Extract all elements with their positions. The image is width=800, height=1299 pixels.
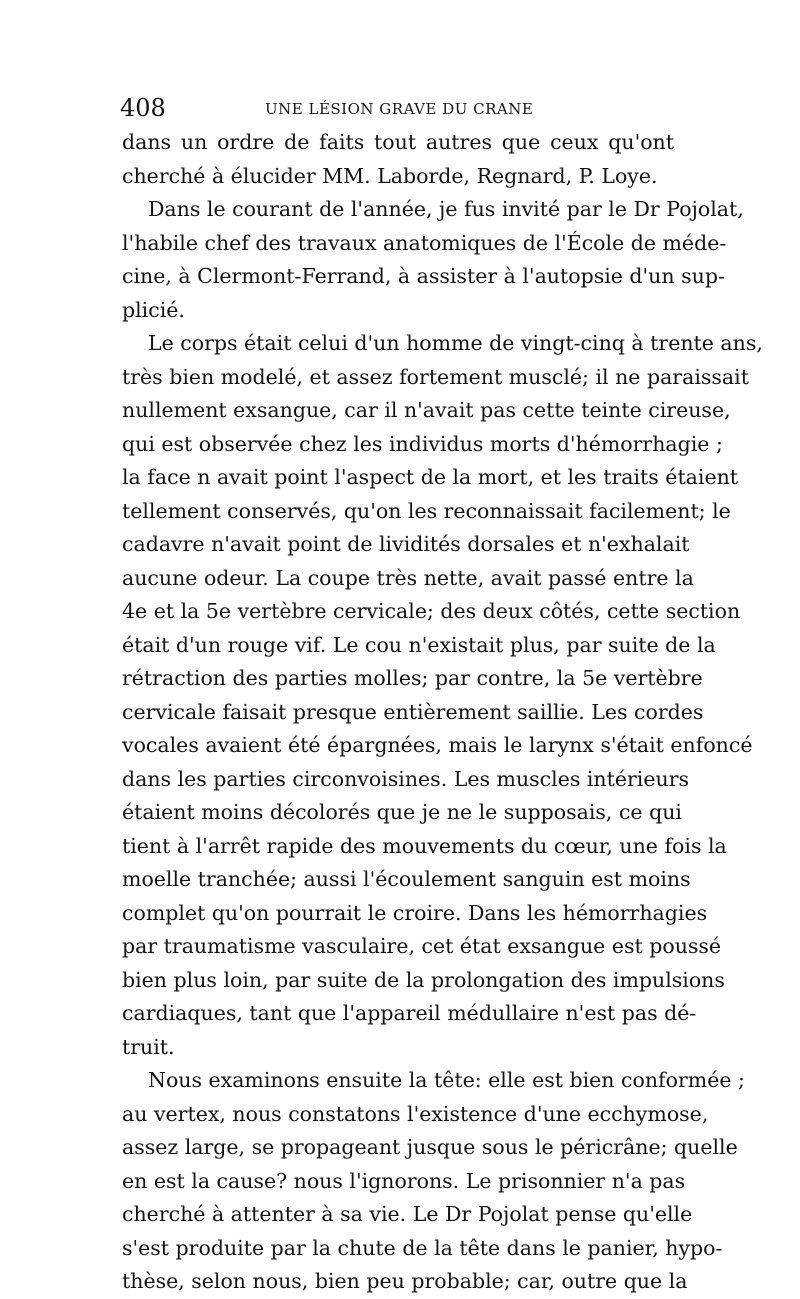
text-line: s'est produite par la chute de la tête dans le panier, hypo-: [122, 1235, 723, 1260]
text-line: qui est observée chez les individus morts d'hémorrhagie ;: [122, 431, 723, 456]
text-line: cine, à Clermont-Ferrand, à assister à l'autopsie d'un sup-: [122, 264, 725, 288]
text-line: cherché à attenter à sa vie. Le Dr Pojolat pense qu'elle: [122, 1202, 693, 1226]
text-line: en est la cause? nous l'ignorons. Le prisonnier n'a pas: [122, 1168, 686, 1193]
running-title: UNE LÉSION GRAVE DU CRANE: [265, 100, 534, 118]
text-line: nullement exsangue, car il n'avait pas cette teinte cireuse,: [122, 398, 731, 422]
text-line: dans un ordre de faits tout autres que ceux qu'ont: [122, 130, 674, 154]
text-line: assez large, se propageant jusque sous le péricrâne; quelle: [122, 1135, 738, 1159]
text-line: cervicale faisait presque entièrement saillie. Les cordes: [122, 699, 704, 724]
text-line: Le corps était celui d'un homme de vingt-cinq à trente ans,: [148, 331, 763, 355]
text-line: bien plus loin, par suite de la prolongation des impulsions: [122, 967, 725, 992]
text-line: dans les parties circonvoisines. Les muscles intérieurs: [122, 766, 690, 791]
text-line: Dans le courant de l'année, je fus invité par le Dr Pojolat,: [148, 197, 744, 221]
text-line: moelle tranchée; aussi l'écoulement sanguin est moins: [122, 867, 691, 891]
text-line: plicié.: [122, 297, 185, 322]
text-line: tellement conservés, qu'on les reconnaissait facilement; le: [122, 498, 731, 523]
body-text: [122, 126, 763, 1299]
text-line: rétraction des parties molles; par contre, la 5e vertèbre: [122, 666, 703, 690]
text-line: truit.: [122, 1034, 175, 1059]
page-header: [120, 94, 676, 122]
text-line: aucune odeur. La coupe très nette, avait passé entre la: [122, 565, 694, 590]
text-line: vocales avaient été épargnées, mais le larynx s'était enfoncé: [122, 733, 753, 757]
paragraph: [122, 327, 763, 1064]
paragraph: [122, 126, 674, 193]
page-number: 408: [120, 94, 166, 122]
text-line: 4e et la 5e vertèbre cervicale; des deux côtés, cette section: [122, 599, 741, 623]
text-line: était d'un rouge vif. Le cou n'existait plus, par suite de la: [122, 632, 716, 657]
text-line: étaient moins décolorés que je ne le supposais, ce qui: [122, 800, 682, 824]
text-line: thèse, selon nous, bien peu probable; car, outre que la: [122, 1269, 688, 1293]
text-line: cardiaques, tant que l'appareil médullaire n'est pas dé-: [122, 1001, 697, 1025]
text-line: l'habile chef des travaux anatomiques de l'École de méde-: [122, 230, 727, 255]
text-line: par traumatisme vasculaire, cet état exsangue est poussé: [122, 934, 722, 958]
text-line: tient à l'arrêt rapide des mouvements du cœur, une fois la: [122, 833, 727, 858]
text-line: cadavre n'avait point de lividités dorsales et n'exhalait: [122, 532, 690, 556]
text-line: cherché à élucider MM. Laborde, Regnard, P. Loye.: [122, 163, 658, 188]
text-line: la face n avait point l'aspect de la mort, et les traits étaient: [122, 465, 739, 489]
paragraph: [122, 193, 744, 327]
text-line: très bien modelé, et assez fortement musclé; il ne paraissait: [122, 364, 749, 389]
text-line: au vertex, nous constatons l'existence d'une ecchymose,: [122, 1101, 709, 1126]
text-line: Nous examinons ensuite la tête: elle est bien conformée ;: [148, 1068, 745, 1092]
paragraph: [122, 1064, 745, 1299]
text-line: complet qu'on pourrait le croire. Dans les hémorrhagies: [122, 900, 708, 925]
